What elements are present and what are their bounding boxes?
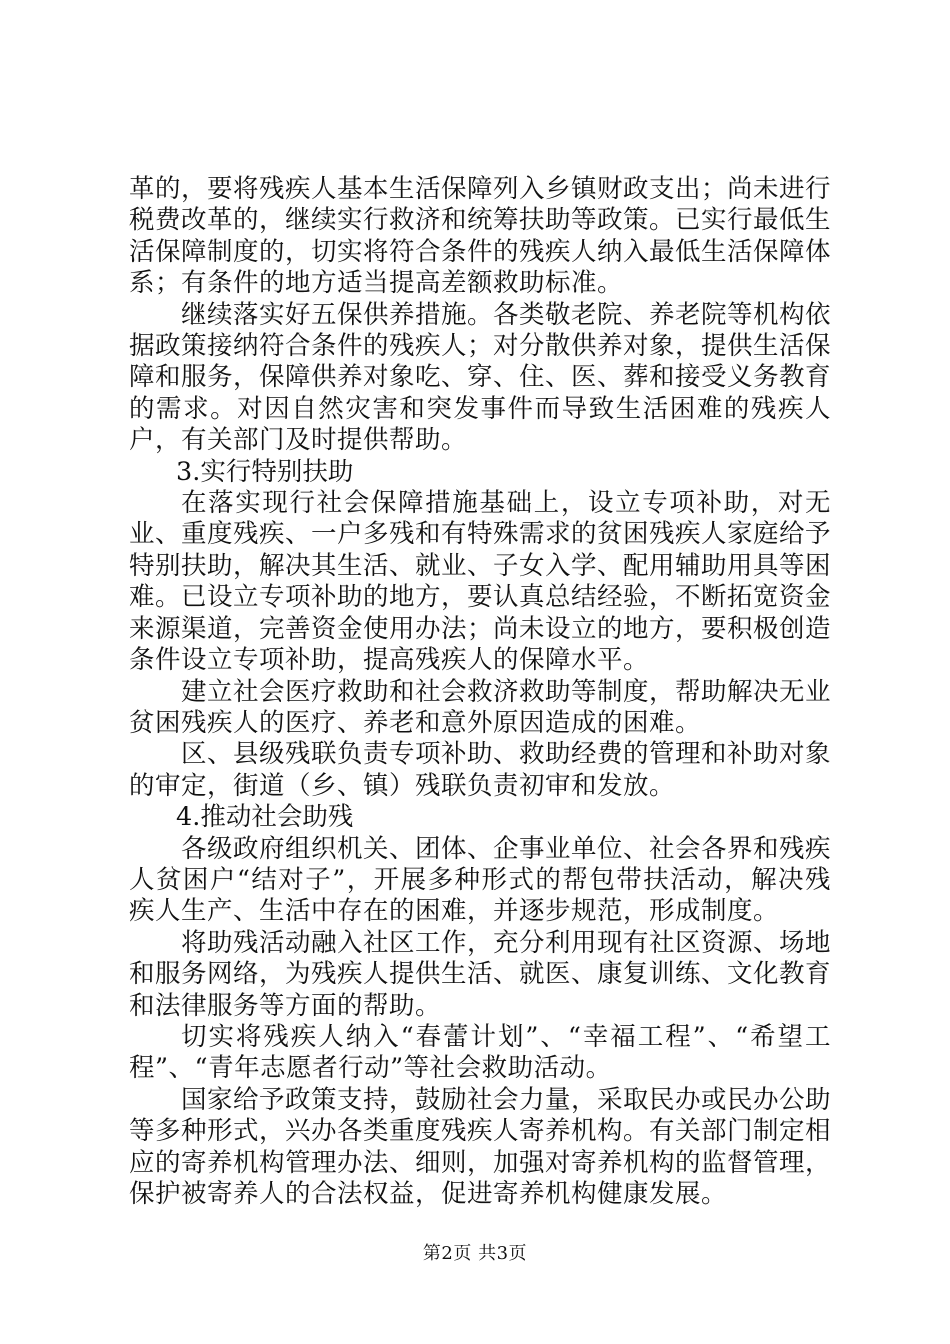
page-footer: 第2页 共3页	[422, 1243, 528, 1264]
paragraph-5: 建立社会医疗救助和社会救济救助等制度，帮助解决无业贫困残疾人的医疗、养老和意外原因造成的困难。	[129, 676, 832, 738]
paragraph-2: 继续落实好五保供养措施。各类敬老院、养老院等机构依据政策接纳符合条件的残疾人；对分散供养对象，提供生活保障和服务，保障供养对象吃、穿、住、医、葬和接受义务教育的需求。对因自然灾害和突发事件而导致生活困难的残疾人户，有关部门及时提供帮助。	[129, 299, 832, 456]
paragraph-10: 切实将残疾人纳入“春蕾计划”、“幸福工程”、“希望工程”、“青年志愿者行动”等社会救助活动。	[129, 1021, 831, 1084]
paragraph-8: 各级政府组织机关、团体、企事业单位、社会各界和残疾人贫困户“结对子”，开展多种形式的帮包带扶活动，解决残疾人生产、生活中存在的困难，并逐步规范，形成制度。	[129, 833, 832, 927]
section-heading-4: 4.推动社会助残	[176, 802, 354, 833]
section-heading-3: 3.实行特别扶助	[176, 456, 354, 487]
paragraph-6: 区、县级残联负责专项补助、救助经费的管理和补助对象的审定，街道（乡、镇）残联负责初审和发放。	[129, 739, 832, 801]
document-body	[129, 174, 831, 1210]
paragraph-4: 在落实现行社会保障措施基础上，设立专项补助，对无业、重度残疾、一户多残和有特殊需求的贫困残疾人家庭给予特别扶助，解决其生活、就业、子女入学、配用辅助用具等困难。已设立专项补助的地方，要认真总结经验，不断拓宽资金来源渠道，完善资金使用办法；尚未设立的地方，要积极创造条件设立专项补助，提高残疾人的保障水平。	[129, 488, 832, 676]
paragraph-9: 将助残活动融入社区工作，充分利用现有社区资源、场地和服务网络，为残疾人提供生活、就医、康复训练、文化教育和法律服务等方面的帮助。	[129, 927, 832, 1021]
paragraph-1: 革的，要将残疾人基本生活保障列入乡镇财政支出；尚未进行税费改革的，继续实行救济和统筹扶助等政策。已实行最低生活保障制度的，切实将符合条件的残疾人纳入最低生活保障体系；有条件的地方适当提高差额救助标准。	[129, 174, 832, 299]
paragraph-11: 国家给予政策支持，鼓励社会力量，采取民办或民办公助等多种形式，兴办各类重度残疾人寄养机构。有关部门制定相应的寄养机构管理办法、细则，加强对寄养机构的监督管理，保护被寄养人的合法权益，促进寄养机构健康发展。	[129, 1084, 832, 1209]
